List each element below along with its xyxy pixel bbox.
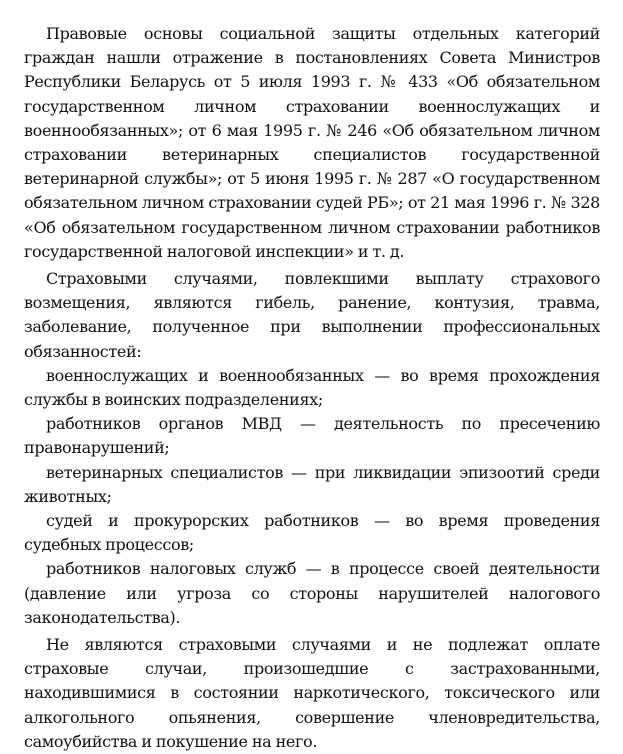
list-item-tax: работников налоговых служб — в процессе своей деятельности (давление или угроза со стороны нарушителей налогового законодательства).: [24, 559, 600, 627]
list-item-military: военнослужащих и военнообязанных — во время прохождения службы в воинских подразделениях;: [24, 365, 600, 410]
paragraph-exclusions: Не являются страховыми случаями и не подлежат оплате страховые случаи, произошедшие с застрахованными, находившимися в состоянии наркотического, токсического или алкогольного опьянения, совершение членовредительства, самоубийства и покушение на него.: [24, 635, 600, 751]
list-item-veterinary: ветеринарных специалистов — при ликвидации эпизоотий среди животных;: [24, 462, 600, 506]
list-item-judges: судей и прокурорских работников — во время проведения судебных процессов;: [24, 511, 600, 555]
paragraph-insured-events: Страховыми случаями, повлекшими выплату страхового возмещения, являются гибель, ранение, контузия, травма, заболевание, полученное при выполнении профессиональных обязанностей:: [24, 269, 600, 361]
document-page: [24, 22, 600, 754]
paragraph-legal-basis: Правовые основы социальной защиты отдельных категорий граждан нашли отражение в постановлениях Совета Министров Республики Беларусь от 5 июля 1993 г. № 433 «Об обязательном государственном личном страховании военнослужащих и военнообязанных»; от 6 мая 1995 г. № 246 «Об обязательном личном страховании ветеринарных специалистов государственной ветеринарной службы»; от 5 июня 1995 г. № 287 «О государственном обязательном личном страховании судей РБ»; от 21 мая 1996 г. № 328 «Об обязательном государственном личном страховании работников государственной налоговой инспекции» и т. д.: [24, 24, 600, 261]
list-item-mvd: работников органов МВД — деятельность по пресечению правонарушений;: [24, 414, 600, 458]
